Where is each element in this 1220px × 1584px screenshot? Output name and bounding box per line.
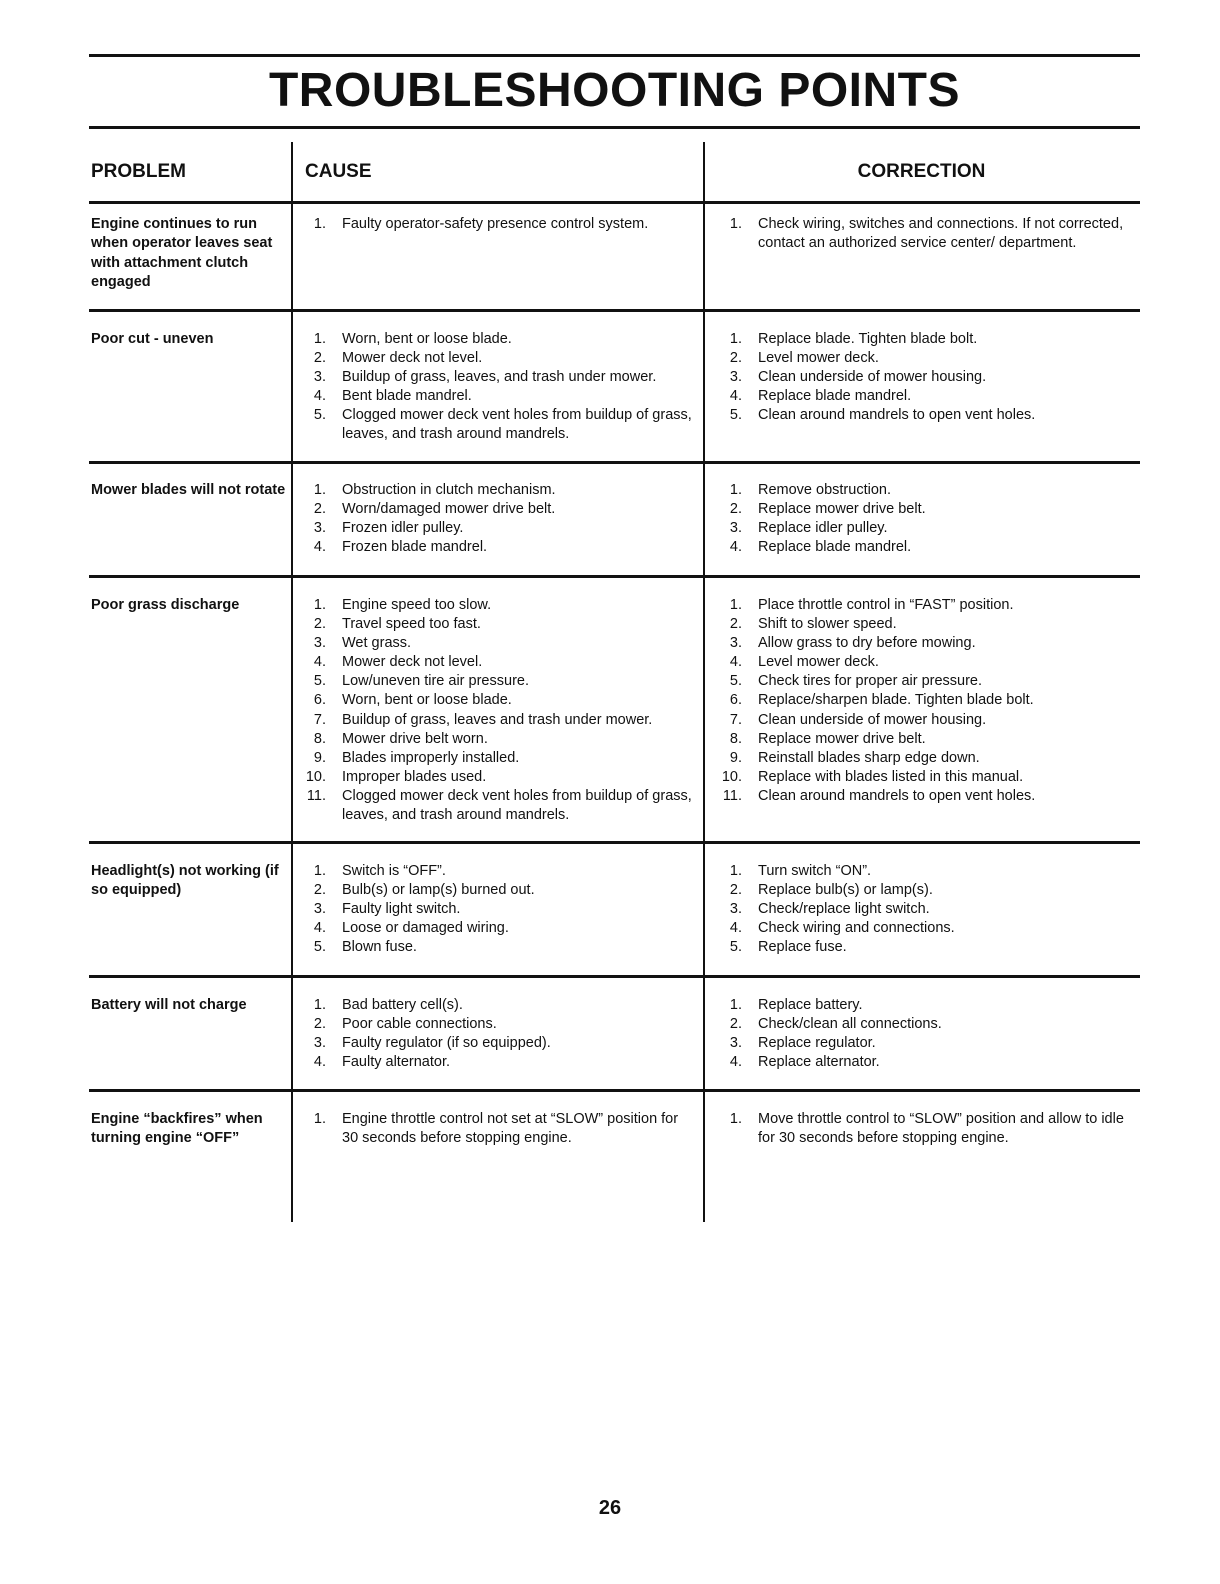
item-number: 4.	[313, 539, 326, 556]
row-divider	[89, 1089, 1140, 1092]
list-item	[716, 730, 1136, 749]
item-text: Clean underside of mower housing.	[758, 711, 987, 728]
list-item	[716, 1110, 1136, 1148]
correction-list	[716, 1110, 1136, 1148]
item-text: Replace blade mandrel.	[758, 539, 912, 556]
column-divider-cause-correction	[703, 142, 705, 1222]
list-item	[300, 730, 698, 749]
item-text: Mower deck not level.	[342, 350, 483, 367]
item-text: Move throttle control to “SLOW” position and allow to idle for 30 seconds before stopping engine.	[758, 1111, 1124, 1147]
correction-list	[716, 330, 1136, 425]
list-item	[716, 519, 1136, 538]
list-item	[300, 1053, 698, 1072]
row-divider	[89, 575, 1140, 578]
item-number: 9.	[313, 749, 326, 766]
header-cause: CAUSE	[305, 161, 372, 182]
item-text: Check wiring, switches and connections. If not corrected, contact an authorized service center/ department.	[758, 216, 1124, 252]
cause-list	[300, 862, 698, 957]
item-number: 2.	[313, 882, 326, 899]
item-text: Replace battery.	[758, 997, 863, 1013]
item-number: 1.	[313, 863, 326, 879]
item-number: 1.	[313, 997, 326, 1013]
item-number: 7.	[313, 711, 326, 728]
item-text: Buildup of grass, leaves, and trash under mower.	[342, 369, 657, 386]
item-text: Clean around mandrels to open vent holes.	[758, 407, 1036, 424]
problem-text: Mower blades will not rotate	[91, 482, 286, 498]
item-text: Faulty regulator (if so equipped).	[342, 1035, 551, 1052]
list-item	[300, 215, 698, 234]
list-item	[300, 349, 698, 368]
list-item	[716, 996, 1136, 1015]
list-item	[300, 634, 698, 653]
item-text: Faulty light switch.	[342, 901, 461, 918]
item-text: Poor cable connections.	[342, 1016, 497, 1033]
list-item	[716, 406, 1136, 425]
list-item	[716, 368, 1136, 387]
correction-list	[716, 596, 1136, 806]
item-number: 2.	[729, 1016, 742, 1033]
item-number: 3.	[313, 520, 326, 537]
column-divider-problem-cause	[291, 142, 293, 1222]
list-item	[300, 387, 698, 406]
item-text: Check/replace light switch.	[758, 901, 930, 918]
list-item	[716, 215, 1136, 253]
row-divider	[89, 201, 1140, 204]
list-item	[300, 519, 698, 538]
item-number: 3.	[313, 901, 326, 918]
correction-list	[716, 996, 1136, 1072]
item-text: Place throttle control in “FAST” position.	[758, 597, 1014, 613]
correction-list	[716, 481, 1136, 557]
page-title: TROUBLESHOOTING POINTS	[268, 64, 960, 117]
item-text: Replace mower drive belt.	[758, 730, 926, 747]
item-number: 4.	[729, 539, 742, 556]
item-number: 3.	[313, 1035, 326, 1052]
item-text: Mower deck not level.	[342, 654, 483, 671]
list-item	[300, 481, 698, 500]
item-text: Level mower deck.	[758, 654, 879, 671]
list-item	[716, 653, 1136, 672]
item-text: Allow grass to dry before mowing.	[758, 635, 976, 652]
item-number: 4.	[313, 654, 326, 671]
item-number: 3.	[729, 1035, 742, 1052]
item-text: Shift to slower speed.	[758, 616, 897, 633]
item-number: 2.	[313, 1016, 326, 1033]
list-item	[716, 538, 1136, 557]
item-text: Replace bulb(s) or lamp(s).	[758, 882, 933, 899]
problem-text: Battery will not charge	[91, 997, 247, 1013]
list-item	[300, 1015, 698, 1034]
item-text: Replace blade. Tighten blade bolt.	[758, 331, 978, 347]
item-text: Clogged mower deck vent holes from buildup of grass, leaves, and trash around mandrels.	[342, 407, 692, 443]
item-text: Reinstall blades sharp edge down.	[758, 749, 980, 766]
item-text: Worn/damaged mower drive belt.	[342, 501, 556, 518]
list-item	[716, 691, 1136, 710]
list-item	[716, 768, 1136, 787]
item-number: 11.	[722, 787, 742, 804]
item-number: 1.	[729, 331, 742, 347]
item-number: 1.	[729, 1111, 742, 1127]
top-rule	[89, 54, 1140, 57]
item-number: 1.	[313, 331, 326, 347]
problem-text: Poor grass discharge	[91, 597, 240, 613]
item-number: 5.	[313, 407, 326, 424]
item-text: Bad battery cell(s).	[342, 997, 463, 1013]
item-number: 4.	[729, 1054, 742, 1071]
list-item	[300, 862, 698, 881]
item-text: Engine throttle control not set at “SLOW” position for 30 seconds before stopping engine.	[342, 1111, 679, 1147]
item-text: Check/clean all connections.	[758, 1016, 942, 1033]
cause-list	[300, 215, 698, 234]
list-item	[300, 881, 698, 900]
item-number: 4.	[729, 388, 742, 405]
list-item	[300, 368, 698, 387]
cause-list	[300, 330, 698, 445]
item-number: 1.	[729, 863, 742, 879]
item-number: 8.	[729, 730, 742, 747]
list-item	[716, 634, 1136, 653]
item-number: 4.	[729, 654, 742, 671]
list-item	[300, 768, 698, 787]
item-text: Replace regulator.	[758, 1035, 876, 1052]
list-item	[300, 1034, 698, 1053]
item-text: Remove obstruction.	[758, 482, 891, 498]
item-number: 2.	[729, 350, 742, 367]
problem-text: Engine “backfires” when turning engine “OFF”	[91, 1111, 263, 1147]
problem-text: Engine continues to run when operator leaves seat with attachment clutch engaged	[91, 216, 273, 291]
item-number: 10.	[721, 768, 742, 785]
item-text: Replace fuse.	[758, 939, 847, 956]
correction-list	[716, 862, 1136, 957]
item-text: Replace with blades listed in this manual.	[758, 768, 1024, 785]
list-item	[300, 653, 698, 672]
list-item	[300, 996, 698, 1015]
item-number: 5.	[729, 939, 742, 956]
item-number: 3.	[729, 901, 742, 918]
item-number: 1.	[313, 1111, 326, 1127]
item-text: Replace blade mandrel.	[758, 388, 912, 405]
list-item	[300, 691, 698, 710]
item-text: Blades improperly installed.	[342, 749, 520, 766]
item-text: Check tires for proper air pressure.	[758, 673, 983, 690]
item-number: 5.	[313, 673, 326, 690]
list-item	[300, 330, 698, 349]
item-text: Faulty operator-safety presence control system.	[342, 216, 649, 232]
item-text: Buildup of grass, leaves and trash under mower.	[342, 711, 653, 728]
list-item	[716, 615, 1136, 634]
item-text: Frozen idler pulley.	[342, 520, 464, 537]
cause-list	[300, 481, 698, 557]
item-text: Obstruction in clutch mechanism.	[342, 482, 556, 498]
list-item	[716, 787, 1136, 806]
item-number: 3.	[313, 635, 326, 652]
item-text: Bent blade mandrel.	[342, 388, 472, 405]
list-item	[716, 1015, 1136, 1034]
item-text: Blown fuse.	[342, 939, 417, 956]
row-divider	[89, 841, 1140, 844]
item-number: 2.	[313, 616, 326, 633]
item-number: 6.	[313, 692, 326, 709]
item-text: Travel speed too fast.	[342, 616, 481, 633]
page-number: 26	[598, 1497, 622, 1519]
item-text: Engine speed too slow.	[342, 597, 492, 613]
item-number: 3.	[729, 520, 742, 537]
item-number: 3.	[729, 369, 742, 386]
item-number: 10.	[305, 768, 326, 785]
item-number: 4.	[729, 920, 742, 937]
problem-text: Poor cut - uneven	[91, 331, 214, 347]
list-item	[716, 881, 1136, 900]
row-divider	[89, 309, 1140, 312]
item-number: 2.	[313, 501, 326, 518]
list-item	[716, 1034, 1136, 1053]
item-text: Level mower deck.	[758, 350, 879, 367]
item-number: 2.	[313, 350, 326, 367]
item-text: Bulb(s) or lamp(s) burned out.	[342, 882, 535, 899]
item-number: 4.	[313, 388, 326, 405]
list-item	[300, 938, 698, 957]
list-item	[716, 1053, 1136, 1072]
item-text: Frozen blade mandrel.	[342, 539, 488, 556]
list-item	[716, 672, 1136, 691]
item-text: Worn, bent or loose blade.	[342, 331, 512, 347]
list-item	[716, 481, 1136, 500]
item-text: Clean underside of mower housing.	[758, 369, 987, 386]
list-item	[300, 787, 698, 825]
item-number: 2.	[729, 616, 742, 633]
title-rule	[89, 126, 1140, 129]
item-number: 6.	[729, 692, 742, 709]
list-item	[300, 615, 698, 634]
list-item	[300, 406, 698, 444]
item-number: 5.	[313, 939, 326, 956]
item-text: Worn, bent or loose blade.	[342, 692, 512, 709]
item-text: Clean around mandrels to open vent holes.	[758, 787, 1036, 804]
item-number: 1.	[729, 482, 742, 498]
item-number: 1.	[729, 997, 742, 1013]
item-number: 1.	[313, 597, 326, 613]
list-item	[716, 387, 1136, 406]
item-number: 11.	[306, 787, 326, 804]
row-divider	[89, 975, 1140, 978]
item-number: 1.	[729, 597, 742, 613]
problem-text: Headlight(s) not working (if so equipped)	[91, 863, 279, 899]
header-correction: CORRECTION	[857, 161, 986, 182]
list-item	[716, 919, 1136, 938]
list-item	[716, 711, 1136, 730]
list-item	[300, 1110, 698, 1148]
list-item	[300, 500, 698, 519]
list-item	[716, 596, 1136, 615]
list-item	[300, 538, 698, 557]
list-item	[300, 672, 698, 691]
list-item	[300, 919, 698, 938]
item-number: 4.	[313, 1054, 326, 1071]
list-item	[300, 900, 698, 919]
item-text: Mower drive belt worn.	[342, 730, 488, 747]
item-text: Improper blades used.	[342, 768, 487, 785]
item-number: 9.	[729, 749, 742, 766]
list-item	[716, 349, 1136, 368]
list-item	[716, 749, 1136, 768]
item-number: 8.	[313, 730, 326, 747]
item-number: 5.	[729, 673, 742, 690]
item-number: 1.	[729, 216, 742, 232]
list-item	[300, 711, 698, 730]
correction-list	[716, 215, 1136, 253]
item-text: Loose or damaged wiring.	[342, 920, 509, 937]
item-text: Check wiring and connections.	[758, 920, 955, 937]
list-item	[716, 330, 1136, 349]
item-number: 3.	[729, 635, 742, 652]
item-text: Replace/sharpen blade. Tighten blade bolt.	[758, 692, 1034, 709]
cause-list	[300, 596, 698, 825]
item-number: 2.	[729, 882, 742, 899]
item-text: Low/uneven tire air pressure.	[342, 673, 529, 690]
item-text: Wet grass.	[342, 635, 412, 652]
item-number: 1.	[313, 216, 326, 232]
item-text: Faulty alternator.	[342, 1054, 450, 1071]
item-number: 3.	[313, 369, 326, 386]
cause-list	[300, 1110, 698, 1148]
list-item	[300, 749, 698, 768]
item-number: 7.	[729, 711, 742, 728]
row-divider	[89, 461, 1140, 464]
list-item	[716, 938, 1136, 957]
list-item	[716, 500, 1136, 519]
header-problem: PROBLEM	[91, 161, 186, 182]
item-number: 1.	[313, 482, 326, 498]
list-item	[300, 596, 698, 615]
item-text: Clogged mower deck vent holes from buildup of grass, leaves, and trash around mandrels.	[342, 787, 692, 824]
cause-list	[300, 996, 698, 1072]
item-text: Switch is “OFF”.	[342, 863, 446, 879]
item-number: 4.	[313, 920, 326, 937]
item-text: Turn switch “ON”.	[758, 863, 872, 879]
list-item	[716, 900, 1136, 919]
item-number: 2.	[729, 501, 742, 518]
item-text: Replace mower drive belt.	[758, 501, 926, 518]
list-item	[716, 862, 1136, 881]
item-text: Replace idler pulley.	[758, 520, 888, 537]
item-text: Replace alternator.	[758, 1054, 880, 1071]
item-number: 5.	[729, 407, 742, 424]
